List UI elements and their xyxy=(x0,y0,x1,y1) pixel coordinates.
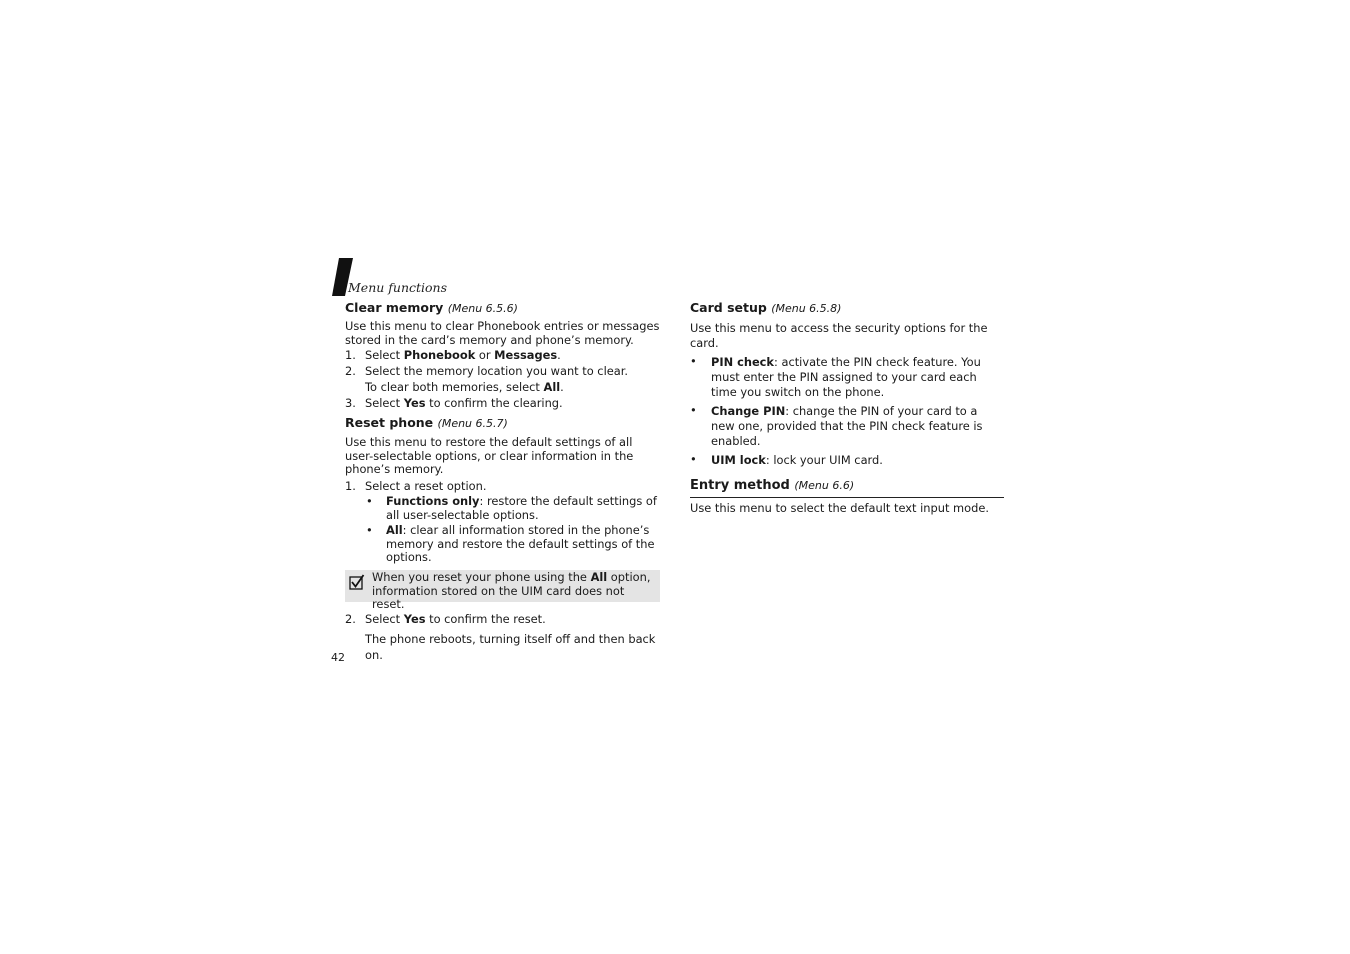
bullet-text: PIN check: activate the PIN check feature. You must enter the PIN assigned to your card each time you switch on the phone. xyxy=(711,355,981,399)
step-number: 3. xyxy=(345,396,356,410)
card-setup-title: Card setup xyxy=(690,300,767,315)
clear-memory-intro: Use this menu to clear Phonebook entries or messages stored in the card’s memory and phone’s memory. xyxy=(345,319,660,347)
section-label: Menu functions xyxy=(348,280,448,295)
clear-memory-menu-ref: (Menu 6.5.6) xyxy=(447,302,518,315)
step-number: 1. xyxy=(345,348,356,362)
card-bullet-pin-check xyxy=(690,355,1004,400)
step-number: 2. xyxy=(345,364,356,378)
step-number: 1. xyxy=(345,479,356,493)
card-setup-heading xyxy=(690,301,1004,316)
clear-memory-step-3 xyxy=(345,397,665,411)
bullet: • xyxy=(690,403,697,417)
clear-memory-title: Clear memory xyxy=(345,300,444,315)
bullet-text: All: clear all information stored in the phone’s memory and restore the default settings of the options. xyxy=(386,523,655,565)
bullet-text: Functions only: restore the default settings of all user-selectable options. xyxy=(386,494,657,522)
step-text: Select the memory location you want to clear. xyxy=(365,364,628,378)
clear-memory-step-1 xyxy=(345,349,665,363)
reset-phone-step-2 xyxy=(345,613,665,627)
step-text: Select Yes to confirm the reset. xyxy=(365,612,546,626)
entry-method-heading xyxy=(690,479,1004,493)
card-bullet-change-pin xyxy=(690,404,1004,449)
bullet: • xyxy=(690,354,697,368)
bullet: • xyxy=(366,494,373,508)
step-subtext: To clear both memories, select All. xyxy=(365,380,564,394)
reset-phone-step-1 xyxy=(345,480,665,494)
reset-phone-step-2-sub: The phone reboots, turning itself off and then back on. xyxy=(365,632,656,662)
card-setup-intro: Use this menu to access the security options for the card. xyxy=(690,321,988,350)
entry-method-intro: Use this menu to select the default text input mode. xyxy=(690,501,989,515)
reset-bullet-functions-only xyxy=(345,495,665,523)
reset-bullet-all xyxy=(345,524,665,566)
note-text: When you reset your phone using the All option, information stored on the UIM card does not reset. xyxy=(372,570,651,612)
bullet-text: UIM lock: lock your UIM card. xyxy=(711,453,883,467)
checkbox-note-icon xyxy=(349,574,365,590)
page-number: 42 xyxy=(331,651,345,664)
entry-method-divider xyxy=(690,497,1004,498)
bullet: • xyxy=(690,452,697,466)
clear-memory-step-2 xyxy=(345,365,665,379)
card-bullet-uim-lock xyxy=(690,453,1004,468)
reset-phone-menu-ref: (Menu 6.5.7) xyxy=(437,417,508,430)
step-text: Select Phonebook or Messages. xyxy=(365,348,561,362)
entry-method-menu-ref: (Menu 6.6) xyxy=(794,479,855,492)
step-number: 2. xyxy=(345,612,356,626)
reset-phone-heading xyxy=(345,416,665,431)
bullet-text: Change PIN: change the PIN of your card to a new one, provided that the PIN check feature is enabled. xyxy=(711,404,983,448)
step-text: Select Yes to confirm the clearing. xyxy=(365,396,563,410)
entry-method-title: Entry method xyxy=(690,478,790,493)
clear-memory-heading xyxy=(345,301,665,316)
reset-phone-title: Reset phone xyxy=(345,415,434,430)
reset-phone-intro: Use this menu to restore the default settings of all user-selectable options, or clear information in the phone’s memory. xyxy=(345,435,634,477)
reset-note-box xyxy=(345,570,660,612)
step-text: Select a reset option. xyxy=(365,479,487,493)
bullet: • xyxy=(366,523,373,537)
card-setup-menu-ref: (Menu 6.5.8) xyxy=(771,302,842,315)
clear-memory-step-2-sub xyxy=(345,381,665,395)
